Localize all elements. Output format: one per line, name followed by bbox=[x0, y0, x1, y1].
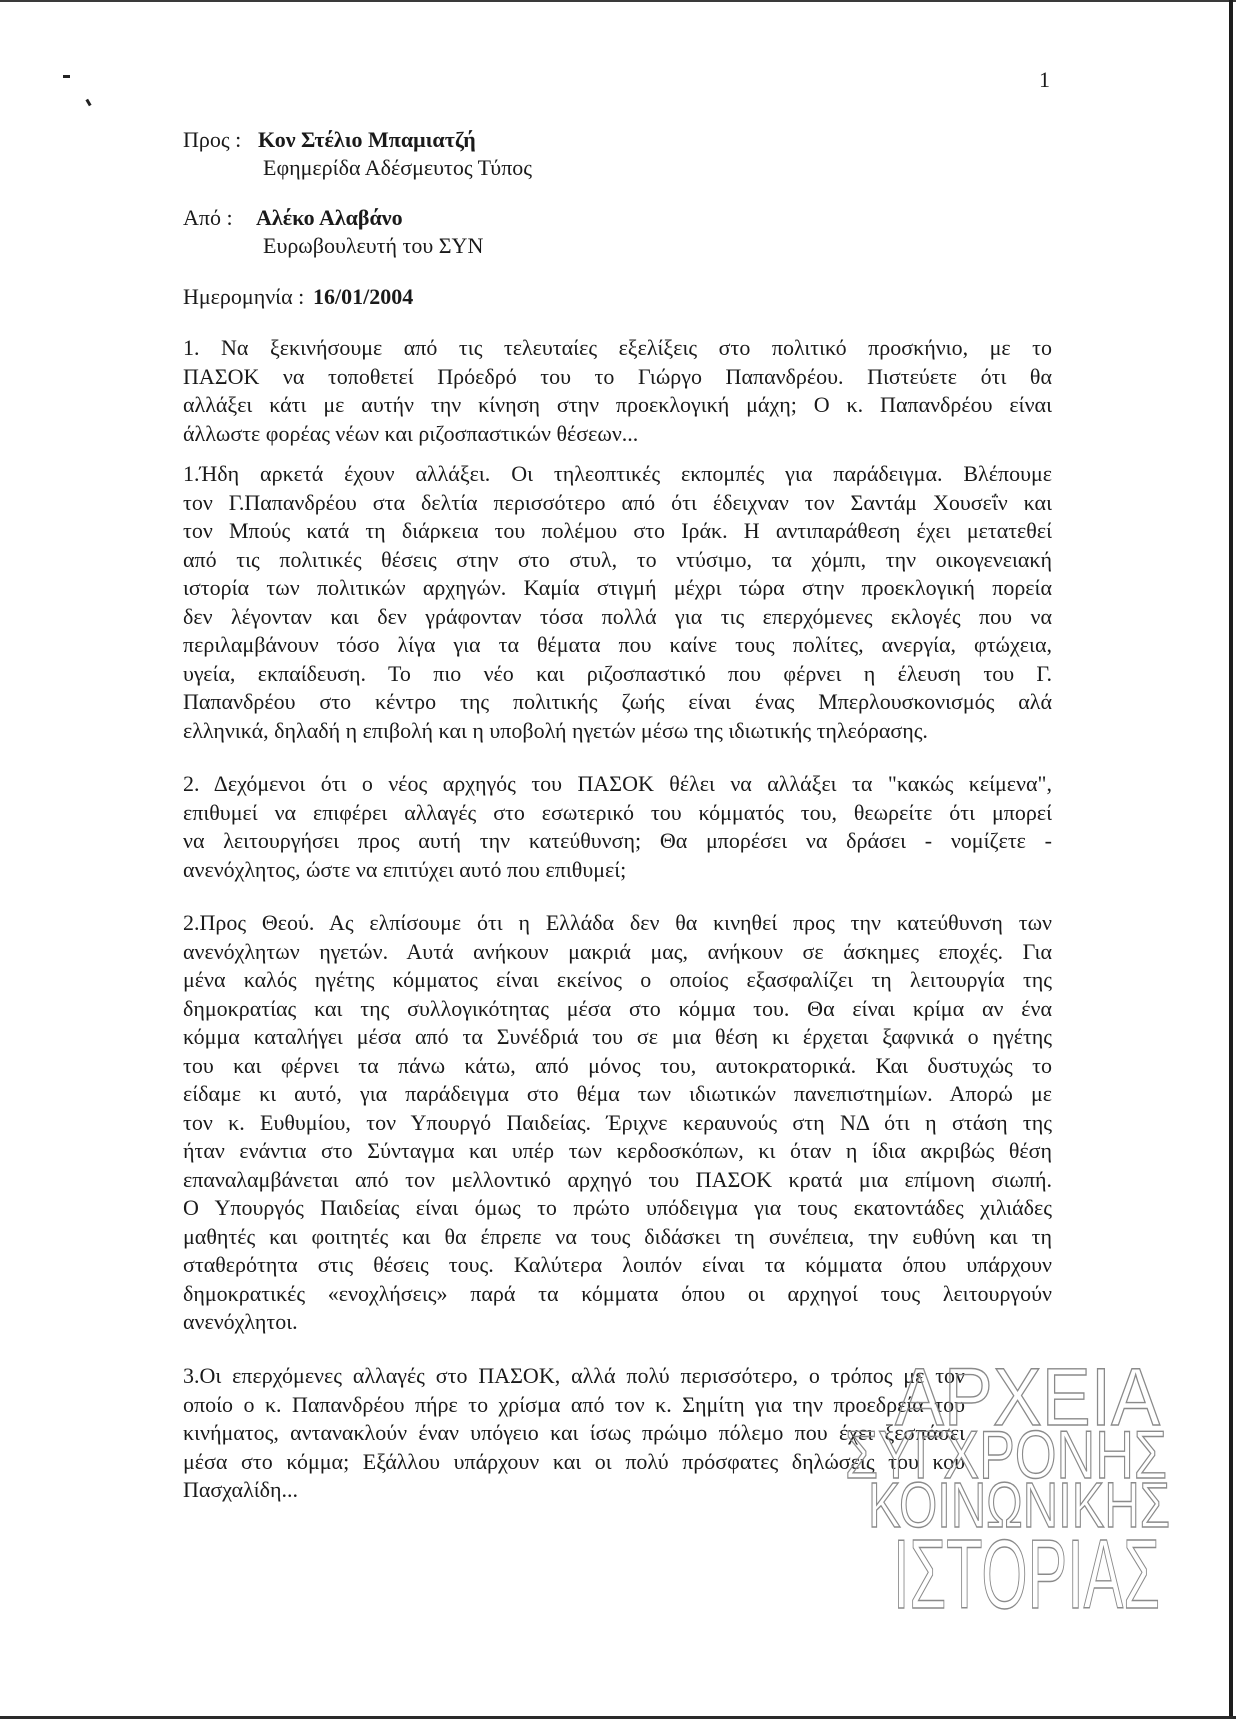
text-line: δημοκρατικές «ενοχλήσεις» παρά τα κόμματα όπου οι αρχηγοί τους λειτουργούν bbox=[183, 1280, 1052, 1306]
text-line: ιστορία των πολιτικών αρχηγών. Καμία στιγμή μέχρι τώρα στην προεκλογική πορεία bbox=[183, 575, 1052, 600]
text-line: επαναλαμβάνεται από τον μελλοντικό αρχηγό του ΠΑΣΟΚ κρατά μια επίμονη σιωπή. bbox=[183, 1166, 1052, 1192]
text-line: ήταν ενάντια στο Σύνταγμα και υπέρ των κερδοσκόπων, κι όταν η ίδια ακριβώς θέση bbox=[183, 1138, 1052, 1163]
text-line: του και φέρνει τα πάνω κάτω, από μόνος του, αυτοκρατορικά. Και δυστυχώς το bbox=[183, 1052, 1052, 1078]
text-line: ανενόχλητος, ώστε να επιτύχει αυτό που επιθυμεί; bbox=[183, 856, 627, 882]
text-line: κόμμα καταλήγει μέσα από τα Συνέδριά του σε μια θέση κι έρχεται ξαφνικά ο ηγέτης bbox=[183, 1024, 1052, 1049]
text-line: από τις πολιτικές θέσεις στην στο στυλ, το ντύσιμο, τα χόμπι, την οικογενειακή bbox=[183, 546, 1052, 572]
to-label: Προς : bbox=[183, 127, 242, 152]
text-line: μέσα στο κόμμα; Εξάλλου υπάρχουν και οι πολύ πρόσφατες δηλώσεις του κου bbox=[183, 1448, 965, 1474]
question-1 bbox=[183, 334, 1052, 448]
answer-2 bbox=[183, 909, 1052, 1337]
text-line: 2.Προς Θεού. Ας ελπίσουμε ότι η Ελλάδα δεν θα κινηθεί προς την κατεύθυνση των bbox=[183, 910, 1052, 935]
scan-edge-right bbox=[1229, 0, 1233, 1719]
scan-mark bbox=[85, 99, 91, 107]
text-line: δημοκρατίας και της συλλογικότητας μέσα στο κόμμα του. Θα είναι κρίμα αν ένα bbox=[183, 995, 1052, 1021]
text-line: μένα καλός ηγέτης κόμματος είναι εκείνος ο οποίος εξασφαλίζει τη λειτουργία της bbox=[183, 967, 1052, 992]
to-organization: Εφημερίδα Αδέσμευτος Τύπος bbox=[263, 155, 533, 180]
text-line: κινήματος, αντανακλούν έναν υπόγειο και ίσως πρώιμο πόλεμο που έχει ξεσπάσει bbox=[183, 1420, 965, 1445]
question-3 bbox=[183, 1362, 965, 1505]
text-line: οποίο ο κ. Παπανδρέου πήρε το χρίσμα από τον κ. Σημίτη για την προεδρεία του bbox=[183, 1391, 965, 1417]
text-line: 2. Δεχόμενοι ότι ο νέος αρχηγός του ΠΑΣΟΚ θέλει να αλλάξει τα "κακώς κείμενα", bbox=[183, 771, 1052, 796]
text-line: μαθητές και φοιτητές και θα έπρεπε να τους διδάσκει τη συνέπεια, την ευθύνη και τη bbox=[183, 1223, 1052, 1249]
text-line: ΠΑΣΟΚ να τοποθετεί Πρόεδρό του το Γιώργο Παπανδρέου. Πιστεύετε ότι θα bbox=[183, 363, 1052, 389]
question-2 bbox=[183, 770, 1052, 884]
text-line: Πασχαλίδη... bbox=[183, 1477, 299, 1502]
watermark-line: ΣΥΓΧΡΟΝΗΣ bbox=[845, 1417, 1167, 1493]
scan-mark bbox=[63, 75, 70, 78]
text-line: επιθυμεί να επιφέρει αλλαγές στο εσωτερικό του κόμματός του, θεωρείτε ότι μπορεί bbox=[183, 799, 1052, 825]
date-value: 16/01/2004 bbox=[313, 284, 414, 309]
text-line: ελληνικά, δηλαδή η επιβολή και η υποβολή ηγετών μέσω της ιδιωτικής τηλεόρασης. bbox=[183, 717, 928, 743]
from-label: Από : bbox=[183, 205, 233, 230]
text-line: Παπανδρέου στο κέντρο της πολιτικής ζωής είναι ένας Μπερλουσκονισμός αλά bbox=[183, 689, 1052, 714]
text-line: τον Γ.Παπανδρέου στα δελτία περισσότερο από ότι έδειχναν τον Σαντάμ Χουσεΐν και bbox=[183, 489, 1052, 515]
to-name: Κον Στέλιο Μπαμιατζή bbox=[258, 127, 476, 152]
text-line: είδαμε κι αυτό, για παράδειγμα στο θέμα των ιδιωτικών πανεπιστημίων. Απορώ με bbox=[183, 1081, 1052, 1106]
answer-1 bbox=[183, 460, 1052, 745]
scan-edge-top bbox=[0, 0, 1236, 2]
text-line: 1.Ήδη αρκετά έχουν αλλάξει. Οι τηλεοπτικές εκπομπές για παράδειγμα. Βλέπουμε bbox=[183, 461, 1052, 486]
from-title: Ευρωβουλευτή του ΣΥΝ bbox=[263, 233, 484, 258]
text-line: να λειτουργήσει προς αυτή την κατεύθυνση; Θα μπορέσει να δράσει - νομίζετε - bbox=[183, 828, 1052, 853]
text-line: άλλωστε φορέας νέων και ριζοσπαστικών θέσεων... bbox=[183, 420, 639, 446]
text-line: Ο Υπουργός Παιδείας είναι όμως το πρώτο υπόδειγμα για τους εκατοντάδες χιλιάδες bbox=[183, 1195, 1052, 1220]
text-line: περιλαμβάνουν τόσο λίγα για τα θέματα που καίνε τους πολίτες, ανεργία, φτώχεια, bbox=[183, 632, 1052, 657]
text-line: τον κ. Ευθυμίου, τον Υπουργό Παιδείας. Έριχνε κεραυνούς στη ΝΔ ότι η στάση της bbox=[183, 1109, 1052, 1135]
text-line: τον Μπούς κατά τη διάρκεια του πολέμου στο Ιράκ. Η αντιπαράθεση έχει μετατεθεί bbox=[183, 518, 1052, 543]
text-line: ανενόχλητων ηγετών. Αυτά ανήκουν μακριά μας, ανήκουν σε άσκημες εποχές. Για bbox=[183, 938, 1052, 964]
from-name: Αλέκο Αλαβάνο bbox=[256, 205, 403, 230]
date-label: Ημερομηνία : bbox=[183, 284, 305, 309]
watermark-line: ΙΣΤΟΡΙΑΣ bbox=[893, 1519, 1160, 1620]
text-line: υγεία, εκπαίδευση. Το πιο νέο και ριζοσπαστικό που φέρνει η έλευση του Γ. bbox=[183, 660, 1052, 686]
text-line: 1. Να ξεκινήσουμε από τις τελευταίες εξελίξεις στο πολιτικό προσκήνιο, με το bbox=[183, 335, 1052, 360]
text-line: αλλάξει κάτι με αυτήν την κίνηση στην προεκλογική μάχη; Ο κ. Παπανδρέου είναι bbox=[183, 392, 1052, 417]
page-number: 1 bbox=[1039, 67, 1050, 92]
text-line: δεν λέγονταν και δεν γράφονταν τόσα πολλά για τις επερχόμενες εκλογές που να bbox=[183, 603, 1052, 629]
text-line: 3.Οι επερχόμενες αλλαγές στο ΠΑΣΟΚ, αλλά πολύ περισσότερο, ο τρόπος με τον bbox=[183, 1363, 965, 1388]
text-line: σταθερότητα στις θέσεις τους. Καλύτερα λοιπόν είναι τα κόμματα όπου υπάρχουν bbox=[183, 1252, 1052, 1277]
watermark-line: ΚΟΙΝΩΝΙΚΗΣ bbox=[868, 1469, 1170, 1541]
watermark-line: ΑΡΧΕΙΑ bbox=[895, 1352, 1161, 1443]
text-line: ανενόχλητοι. bbox=[183, 1309, 298, 1334]
